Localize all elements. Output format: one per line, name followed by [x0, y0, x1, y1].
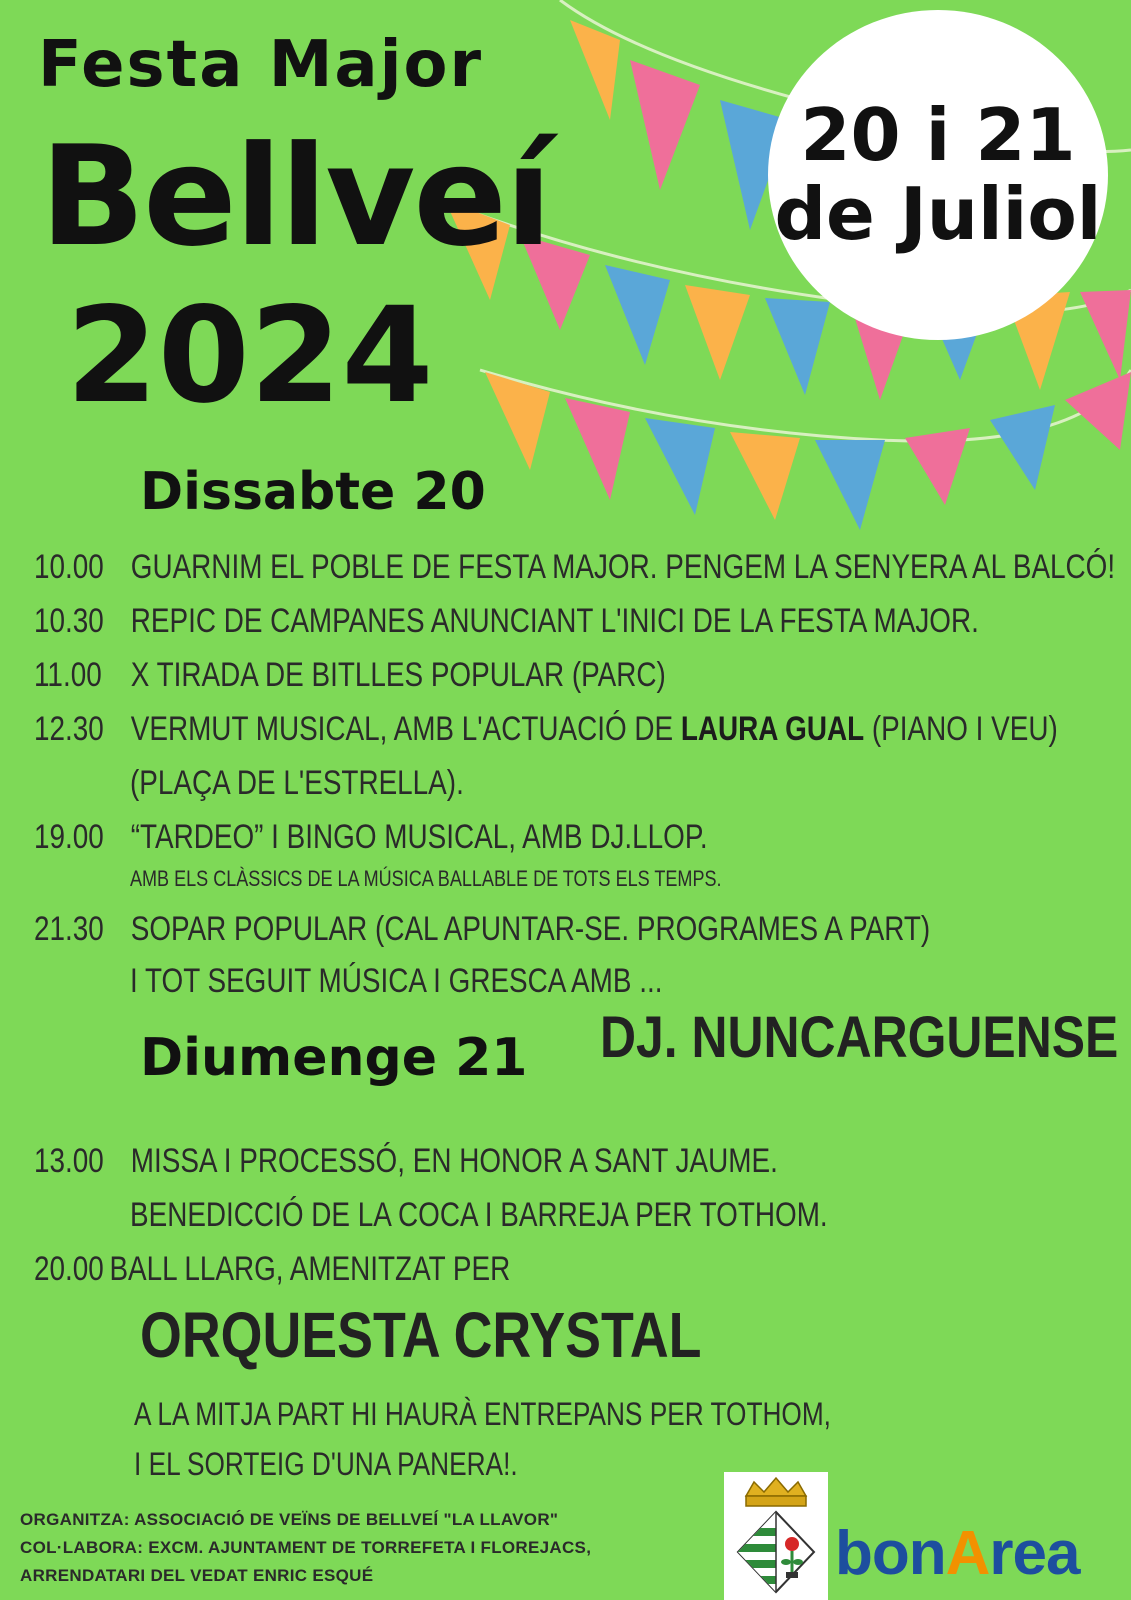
- title-festa-major: Festa Major: [38, 28, 484, 102]
- pennant-blue: [815, 440, 885, 530]
- municipal-coat-of-arms-icon: [724, 1472, 828, 1600]
- municipal-logo: [724, 1472, 828, 1600]
- bonarea-logo-text: rea: [989, 1519, 1080, 1588]
- schedule-time: 20.00: [34, 1250, 104, 1288]
- pennant-blue: [765, 298, 830, 395]
- sunday-note: A LA MITJA PART HI HAURÀ ENTREPANS PER TOTHOM,: [134, 1396, 831, 1432]
- saturday-headliner: DJ. NUNCARGUENSE: [600, 1005, 1119, 1070]
- schedule-text: REPIC DE CAMPANES ANUNCIANT L'INICI DE LA FESTA MAJOR.: [130, 602, 979, 640]
- schedule-text: MISSA I PROCESSÓ, EN HONOR A SANT JAUME.: [130, 1142, 778, 1180]
- date-badge: [768, 10, 1108, 340]
- schedule-item: [34, 602, 979, 641]
- schedule-text: SOPAR POPULAR (CAL APUNTAR-SE. PROGRAMES A PART): [130, 910, 931, 948]
- schedule-time: 21.30: [34, 910, 104, 948]
- schedule-text: X TIRADA DE BITLLES POPULAR (PARC): [130, 656, 666, 694]
- schedule-item: [34, 710, 1058, 749]
- title-town: Bellveí: [40, 116, 551, 277]
- schedule-item: [34, 910, 930, 949]
- saturday-heading: Dissabte 20: [140, 462, 486, 522]
- schedule-text: (PIANO I VEU): [864, 710, 1058, 748]
- performer-name: LAURA GUAL: [680, 710, 865, 748]
- schedule-time: 19.00: [34, 818, 104, 856]
- title-year: 2024: [66, 279, 434, 433]
- schedule-continuation: (PLAÇA DE L'ESTRELLA).: [130, 764, 464, 802]
- pennant-pink: [1065, 372, 1131, 450]
- pennant-blue: [645, 418, 715, 515]
- schedule-text: VERMUT MUSICAL, AMB L'ACTUACIÓ DE: [130, 710, 681, 748]
- schedule-item: [34, 1142, 778, 1181]
- bonarea-logo-accent: A: [945, 1519, 990, 1588]
- footer-collaborator: COL·LABORA: EXCM. AJUNTAMENT DE TORREFETA I FLOREJACS,: [20, 1538, 592, 1557]
- schedule-time: 13.00: [34, 1142, 104, 1180]
- pennant-orange: [570, 20, 620, 120]
- pennant-orange: [730, 432, 800, 520]
- pennant-pink: [905, 428, 970, 505]
- sunday-note: I EL SORTEIG D'UNA PANERA!.: [134, 1446, 518, 1482]
- date-badge-month: de Juliol: [774, 172, 1102, 256]
- pennant-blue: [990, 405, 1055, 490]
- schedule-subnote: AMB ELS CLÀSSICS DE LA MÚSICA BALLABLE DE TOTS ELS TEMPS.: [130, 866, 722, 891]
- pennant-pink: [1080, 290, 1131, 380]
- schedule-text: BALL LLARG, AMENITZAT PER: [109, 1250, 511, 1288]
- pennant-blue: [605, 265, 670, 365]
- sunday-headliner: ORQUESTA CRYSTAL: [140, 1299, 702, 1371]
- schedule-item: [34, 1250, 510, 1289]
- schedule-item: [34, 548, 1115, 587]
- schedule-time: 10.30: [34, 602, 104, 640]
- schedule-time: 12.30: [34, 710, 104, 748]
- schedule-text: “TARDEO” I BINGO MUSICAL, AMB DJ.LLOP.: [130, 818, 708, 856]
- schedule-item: [34, 818, 708, 857]
- bonarea-logo: [835, 1518, 1080, 1589]
- sunday-heading: Diumenge 21: [140, 1028, 528, 1088]
- schedule-continuation: BENEDICCIÓ DE LA COCA I BARREJA PER TOTHOM.: [130, 1196, 828, 1234]
- footer-organizer: ORGANITZA: ASSOCIACIÓ DE VEÏNS DE BELLVEÍ "LA LLAVOR": [20, 1510, 559, 1529]
- pennant-pink: [565, 398, 630, 500]
- schedule-item: [34, 656, 666, 695]
- bonarea-logo-text: bon: [835, 1519, 946, 1588]
- schedule-continuation: I TOT SEGUIT MÚSICA I GRESCA AMB ...: [130, 962, 663, 1000]
- schedule-time: 10.00: [34, 548, 104, 586]
- pennant-orange: [685, 285, 750, 380]
- footer-collaborator-2: ARRENDATARI DEL VEDAT ENRIC ESQUÉ: [20, 1566, 374, 1585]
- schedule-time: 11.00: [34, 656, 102, 694]
- schedule-text: GUARNIM EL POBLE DE FESTA MAJOR. PENGEM LA SENYERA AL BALCÓ!: [130, 548, 1116, 586]
- pennant-pink: [630, 60, 700, 190]
- date-badge-days: 20 i 21: [800, 92, 1076, 177]
